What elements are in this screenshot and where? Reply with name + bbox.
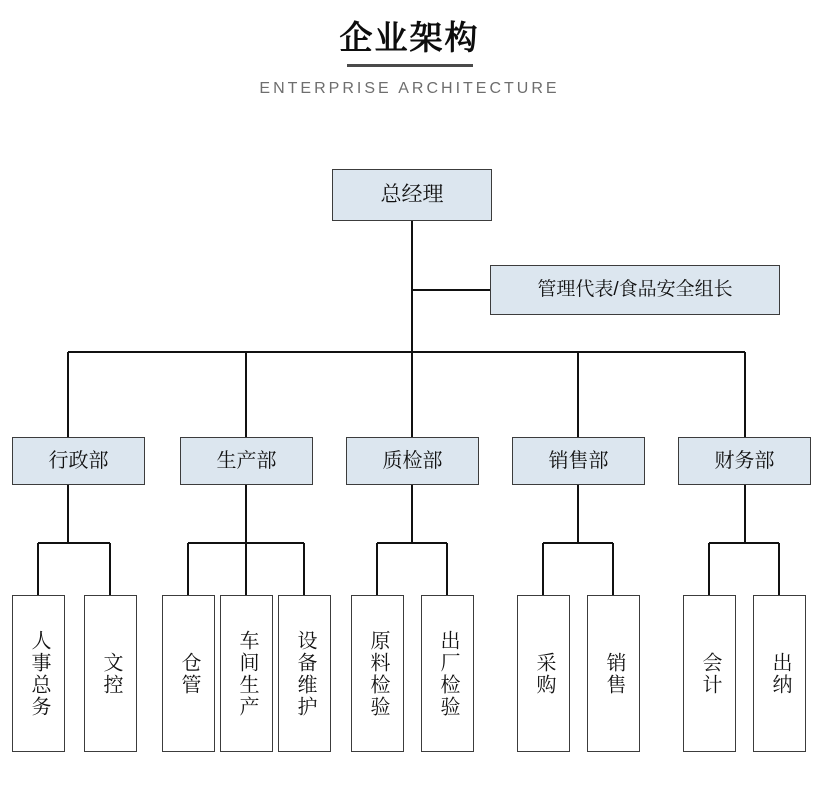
node-management-representative[interactable] bbox=[490, 265, 780, 315]
node-sub-document-control[interactable] bbox=[84, 595, 137, 752]
node-label: 设备维护 bbox=[294, 629, 316, 718]
node-label: 出厂检验 bbox=[437, 629, 459, 718]
node-sub-raw-material-inspection[interactable] bbox=[351, 595, 404, 752]
node-label: 车间生产 bbox=[236, 629, 258, 718]
node-sub-warehouse[interactable] bbox=[162, 595, 215, 752]
node-label: 管理代表/食品安全组长 bbox=[537, 279, 733, 301]
node-label: 财务部 bbox=[714, 449, 775, 472]
node-department-quality[interactable] bbox=[346, 437, 479, 485]
node-label: 仓管 bbox=[178, 651, 200, 696]
node-label: 行政部 bbox=[48, 449, 109, 472]
node-sub-hr-affairs[interactable] bbox=[12, 595, 65, 752]
node-sub-cashier[interactable] bbox=[753, 595, 806, 752]
node-sub-accounting[interactable] bbox=[683, 595, 736, 752]
node-label: 销售 bbox=[603, 651, 625, 696]
node-department-sales[interactable] bbox=[512, 437, 645, 485]
node-label: 生产部 bbox=[216, 449, 277, 472]
page-subtitle: ENTERPRISE ARCHITECTURE bbox=[259, 80, 560, 97]
node-label: 原料检验 bbox=[367, 629, 389, 718]
node-sub-factory-inspection[interactable] bbox=[421, 595, 474, 752]
node-label: 总经理 bbox=[380, 182, 444, 206]
node-label: 销售部 bbox=[548, 449, 609, 472]
node-sub-purchasing[interactable] bbox=[517, 595, 570, 752]
page-title: 企业架构 bbox=[339, 19, 480, 56]
node-label: 质检部 bbox=[382, 449, 443, 472]
node-general-manager[interactable] bbox=[332, 169, 492, 221]
node-sub-equipment-maintenance[interactable] bbox=[278, 595, 331, 752]
node-label: 出纳 bbox=[769, 651, 791, 696]
node-department-production[interactable] bbox=[180, 437, 313, 485]
node-label: 采购 bbox=[533, 651, 555, 696]
node-label: 人事总务 bbox=[28, 629, 50, 718]
node-label: 会计 bbox=[699, 651, 721, 696]
node-label: 文控 bbox=[100, 651, 122, 696]
node-department-admin[interactable] bbox=[12, 437, 145, 485]
node-sub-sales[interactable] bbox=[587, 595, 640, 752]
node-department-finance[interactable] bbox=[678, 437, 811, 485]
node-sub-workshop-production[interactable] bbox=[220, 595, 273, 752]
